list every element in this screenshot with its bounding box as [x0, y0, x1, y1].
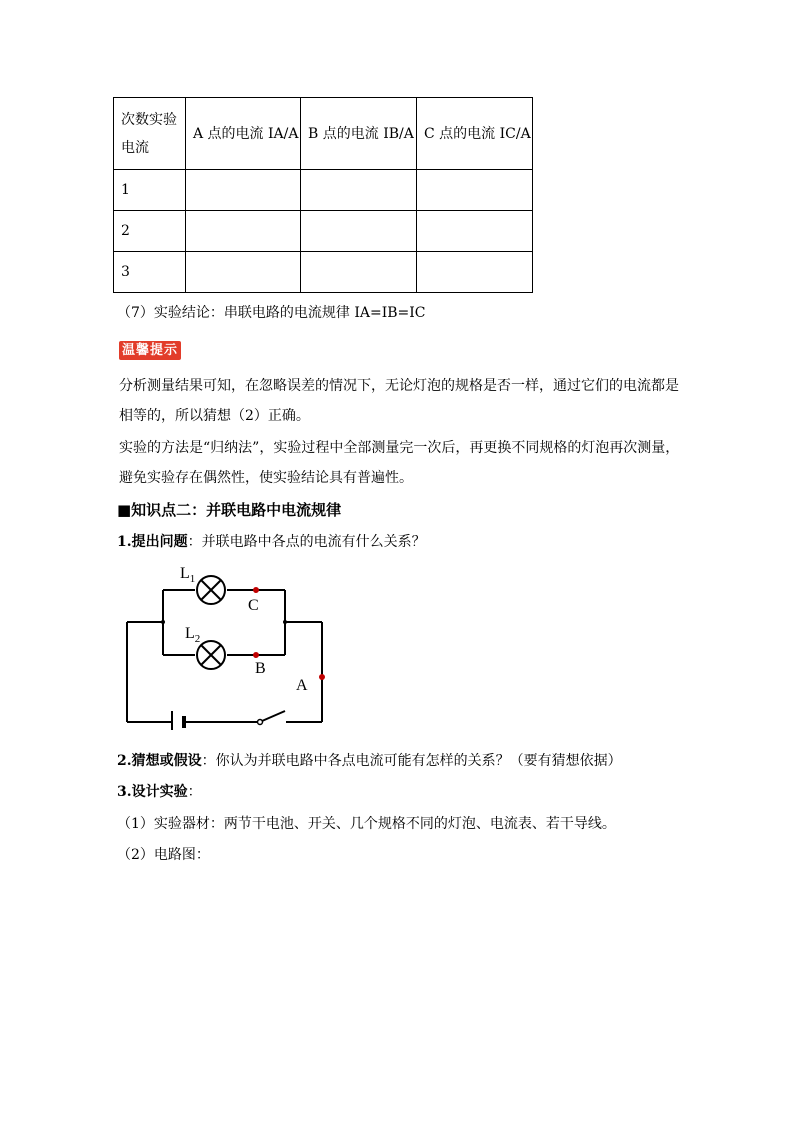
table-row — [114, 170, 533, 211]
cell-c — [417, 252, 533, 293]
question-1-label: 1.提出问题 — [117, 534, 188, 550]
question-2 — [117, 751, 622, 771]
header-count-line1: 次数实验 — [121, 111, 177, 128]
cell-b — [301, 252, 417, 293]
cell-b — [301, 170, 417, 211]
tip-para2-line1: 实验的方法是“归纳法”，实验过程中全部测量完一次后，再更换不同规格的灯泡再次测量， — [119, 440, 680, 456]
cell-c — [417, 211, 533, 252]
circuit-diagram-item: （2）电路图： — [117, 847, 210, 863]
header-cell-a: A 点的电流 IA/A — [186, 98, 301, 170]
question-3-text: ： — [187, 784, 202, 800]
junction-dot — [161, 620, 165, 624]
conclusion-text: （7）实验结论：串联电路的电流规律 IA=IB=IC — [117, 305, 426, 321]
switch-icon — [258, 711, 286, 725]
header-count-line2: 电流 — [121, 139, 149, 156]
label-l1: $L_1$ — [180, 565, 196, 585]
cell-a — [186, 211, 301, 252]
question-2-text: ：你认为并联电路中各点电流可能有怎样的关系？（要有猜想依据） — [201, 753, 622, 769]
tip-para1-line1: 分析测量结果可知，在忽略误差的情况下，无论灯泡的规格是否一样，通过它们的电流都是 — [119, 378, 679, 394]
header-cell-c: C 点的电流 IC/A — [417, 98, 533, 170]
header-cell-b: B 点的电流 IB/A — [301, 98, 417, 170]
parallel-circuit-diagram — [120, 560, 335, 730]
label-l2: $L_2$ — [185, 625, 201, 645]
label-point-c: C — [248, 597, 259, 614]
point-c-dot — [253, 587, 259, 593]
cell-b — [301, 211, 417, 252]
table-row — [114, 252, 533, 293]
tip-para1-line2: 相等的，所以猜想（2）正确。 — [119, 408, 310, 424]
tip-para2-line2: 避免实验存在偶然性，使实验结论具有普遍性。 — [119, 470, 413, 486]
section-title: ■知识点二：并联电路中电流规律 — [117, 501, 342, 519]
table-row — [114, 211, 533, 252]
point-b-dot — [253, 652, 259, 658]
cell-a — [186, 170, 301, 211]
tip-badge: 温馨提示 — [119, 341, 181, 360]
lamp-l2-icon — [197, 641, 225, 669]
materials-item: （1）实验器材：两节干电池、开关、几个规格不同的灯泡、电流表、若干导线。 — [117, 816, 616, 832]
junction-dot — [283, 620, 287, 624]
battery-icon — [172, 711, 184, 730]
measurement-table — [113, 97, 533, 293]
question-1 — [117, 532, 426, 552]
label-point-b: B — [255, 660, 266, 677]
cell-a — [186, 252, 301, 293]
row-number: 3 — [114, 252, 186, 293]
question-3-label: 3.设计实验 — [117, 784, 188, 800]
point-a-dot — [319, 674, 325, 680]
header-cell-count — [114, 98, 186, 170]
label-point-a: A — [296, 677, 308, 694]
table-header-row — [114, 98, 533, 170]
question-1-text: ：并联电路中各点的电流有什么关系？ — [187, 534, 426, 550]
row-number: 1 — [114, 170, 186, 211]
cell-c — [417, 170, 533, 211]
lamp-l1-icon — [197, 576, 225, 604]
question-3 — [117, 782, 202, 802]
question-2-label: 2.猜想或假设 — [117, 753, 202, 769]
row-number: 2 — [114, 211, 186, 252]
